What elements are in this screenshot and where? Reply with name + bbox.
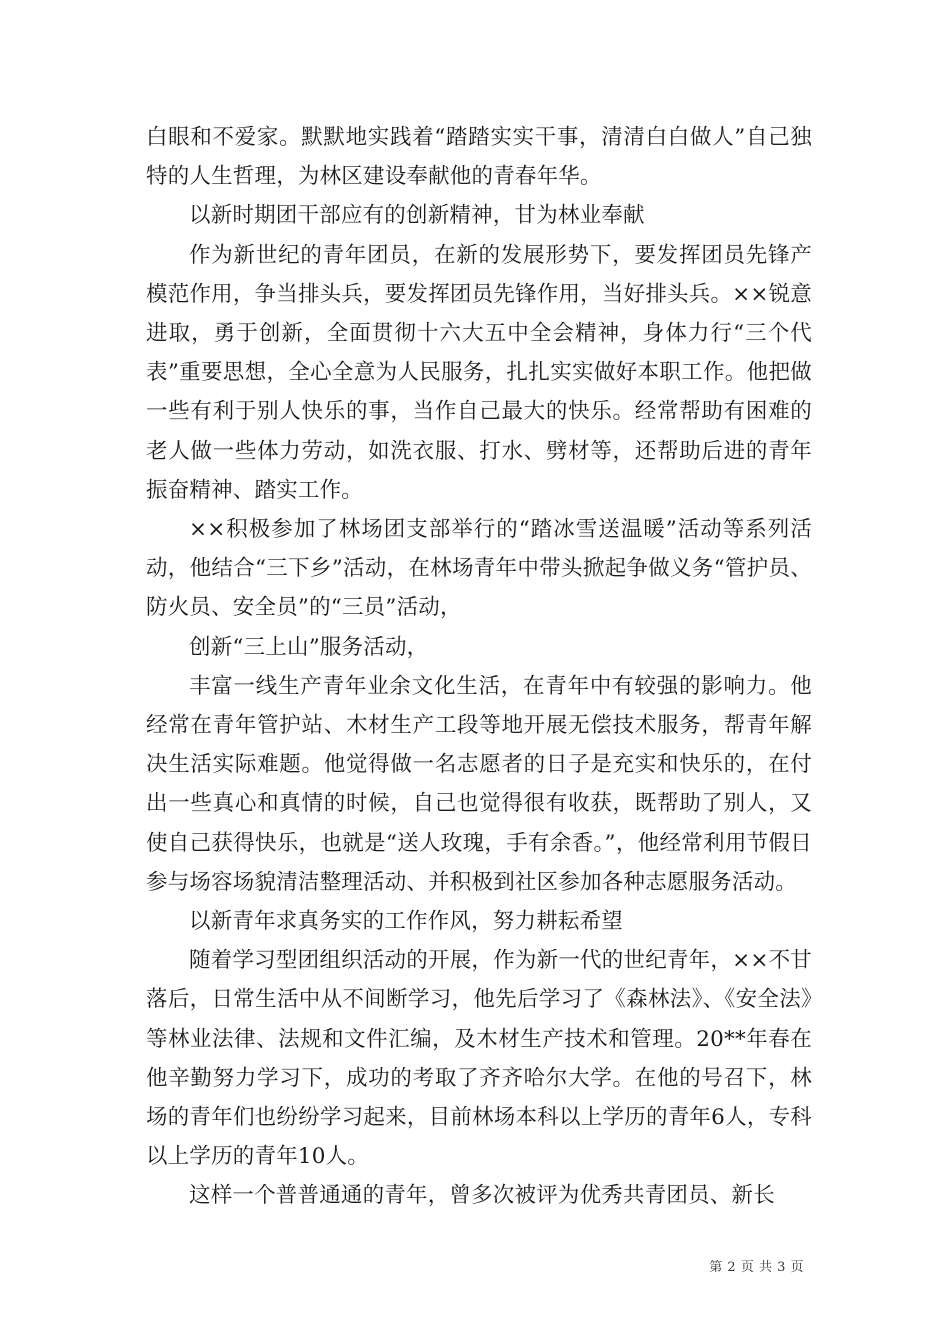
paragraph-2: 作为新世纪的青年团员，在新的发展形势下，要发挥团员先锋产模范作用，争当排头兵，要发挥团员先锋作用，当好排头兵。××锐意进取，勇于创新，全面贯彻十六大五中全会精神，身体力行“三个代表”重要思想，全心全意为人民服务，扎扎实实做好本职工作。他把做一些有利于别人快乐的事，当作自己最大的快乐。经常帮助有困难的老人做一些体力劳动，如洗衣服、打水、劈材等，还帮助后进的青年振奋精神、踏实工作。: [146, 242, 812, 503]
paragraph-1: 白眼和不爱家。默默地实践着“踏踏实实干事，清清白白做人”自己独特的人生哲理，为林区建设奉献他的青春年华。: [146, 125, 812, 190]
section-heading-innovation: 以新时期团干部应有的创新精神，甘为林业奉献: [189, 203, 645, 229]
document-body: [146, 118, 812, 1216]
paragraph-7: 这样一个普普通通的青年，曾多次被评为优秀共青团员、新长: [189, 1183, 775, 1209]
paragraph-5: 丰富一线生产青年业余文化生活，在青年中有较强的影响力。他经常在青年管护站、木材生产工段等地开展无偿技术服务，帮青年解决生活实际难题。他觉得做一名志愿者的日子是充实和快乐的，在付出一些真心和真情的时候，自己也觉得很有收获，既帮助了别人，又使自己获得快乐，也就是“送人玫瑰，手有余香。”，他经常利用节假日参与场容场貌清洁整理活动、并积极到社区参加各种志愿服务活动。: [146, 673, 812, 895]
paragraph-6: 随着学习型团组织活动的开展，作为新一代的世纪青年，××不甘落后，日常生活中从不间断学习，他先后学习了《森林法》、《安全法》等林业法律、法规和文件汇编，及木材生产技术和管理。20**年春在他辛勤努力学习下，成功的考取了齐齐哈尔大学。在他的号召下，林场的青年们也纷纷学习起来，目前林场本科以上学历的青年6人，专科以上学历的青年10人。: [146, 948, 812, 1170]
page-number-footer: 第 2 页 共 3 页: [709, 1260, 804, 1275]
paragraph-4: 创新“三上山”服务活动，: [189, 634, 429, 660]
paragraph-3: ××积极参加了林场团支部举行的“踏冰雪送温暖”活动等系列活动，他结合“三下乡”活动，在林场青年中带头掀起争做义务“管护员、防火员、安全员”的“三员”活动，: [146, 517, 812, 621]
section-heading-work-style: 以新青年求真务实的工作作风，努力耕耘希望: [189, 909, 624, 935]
